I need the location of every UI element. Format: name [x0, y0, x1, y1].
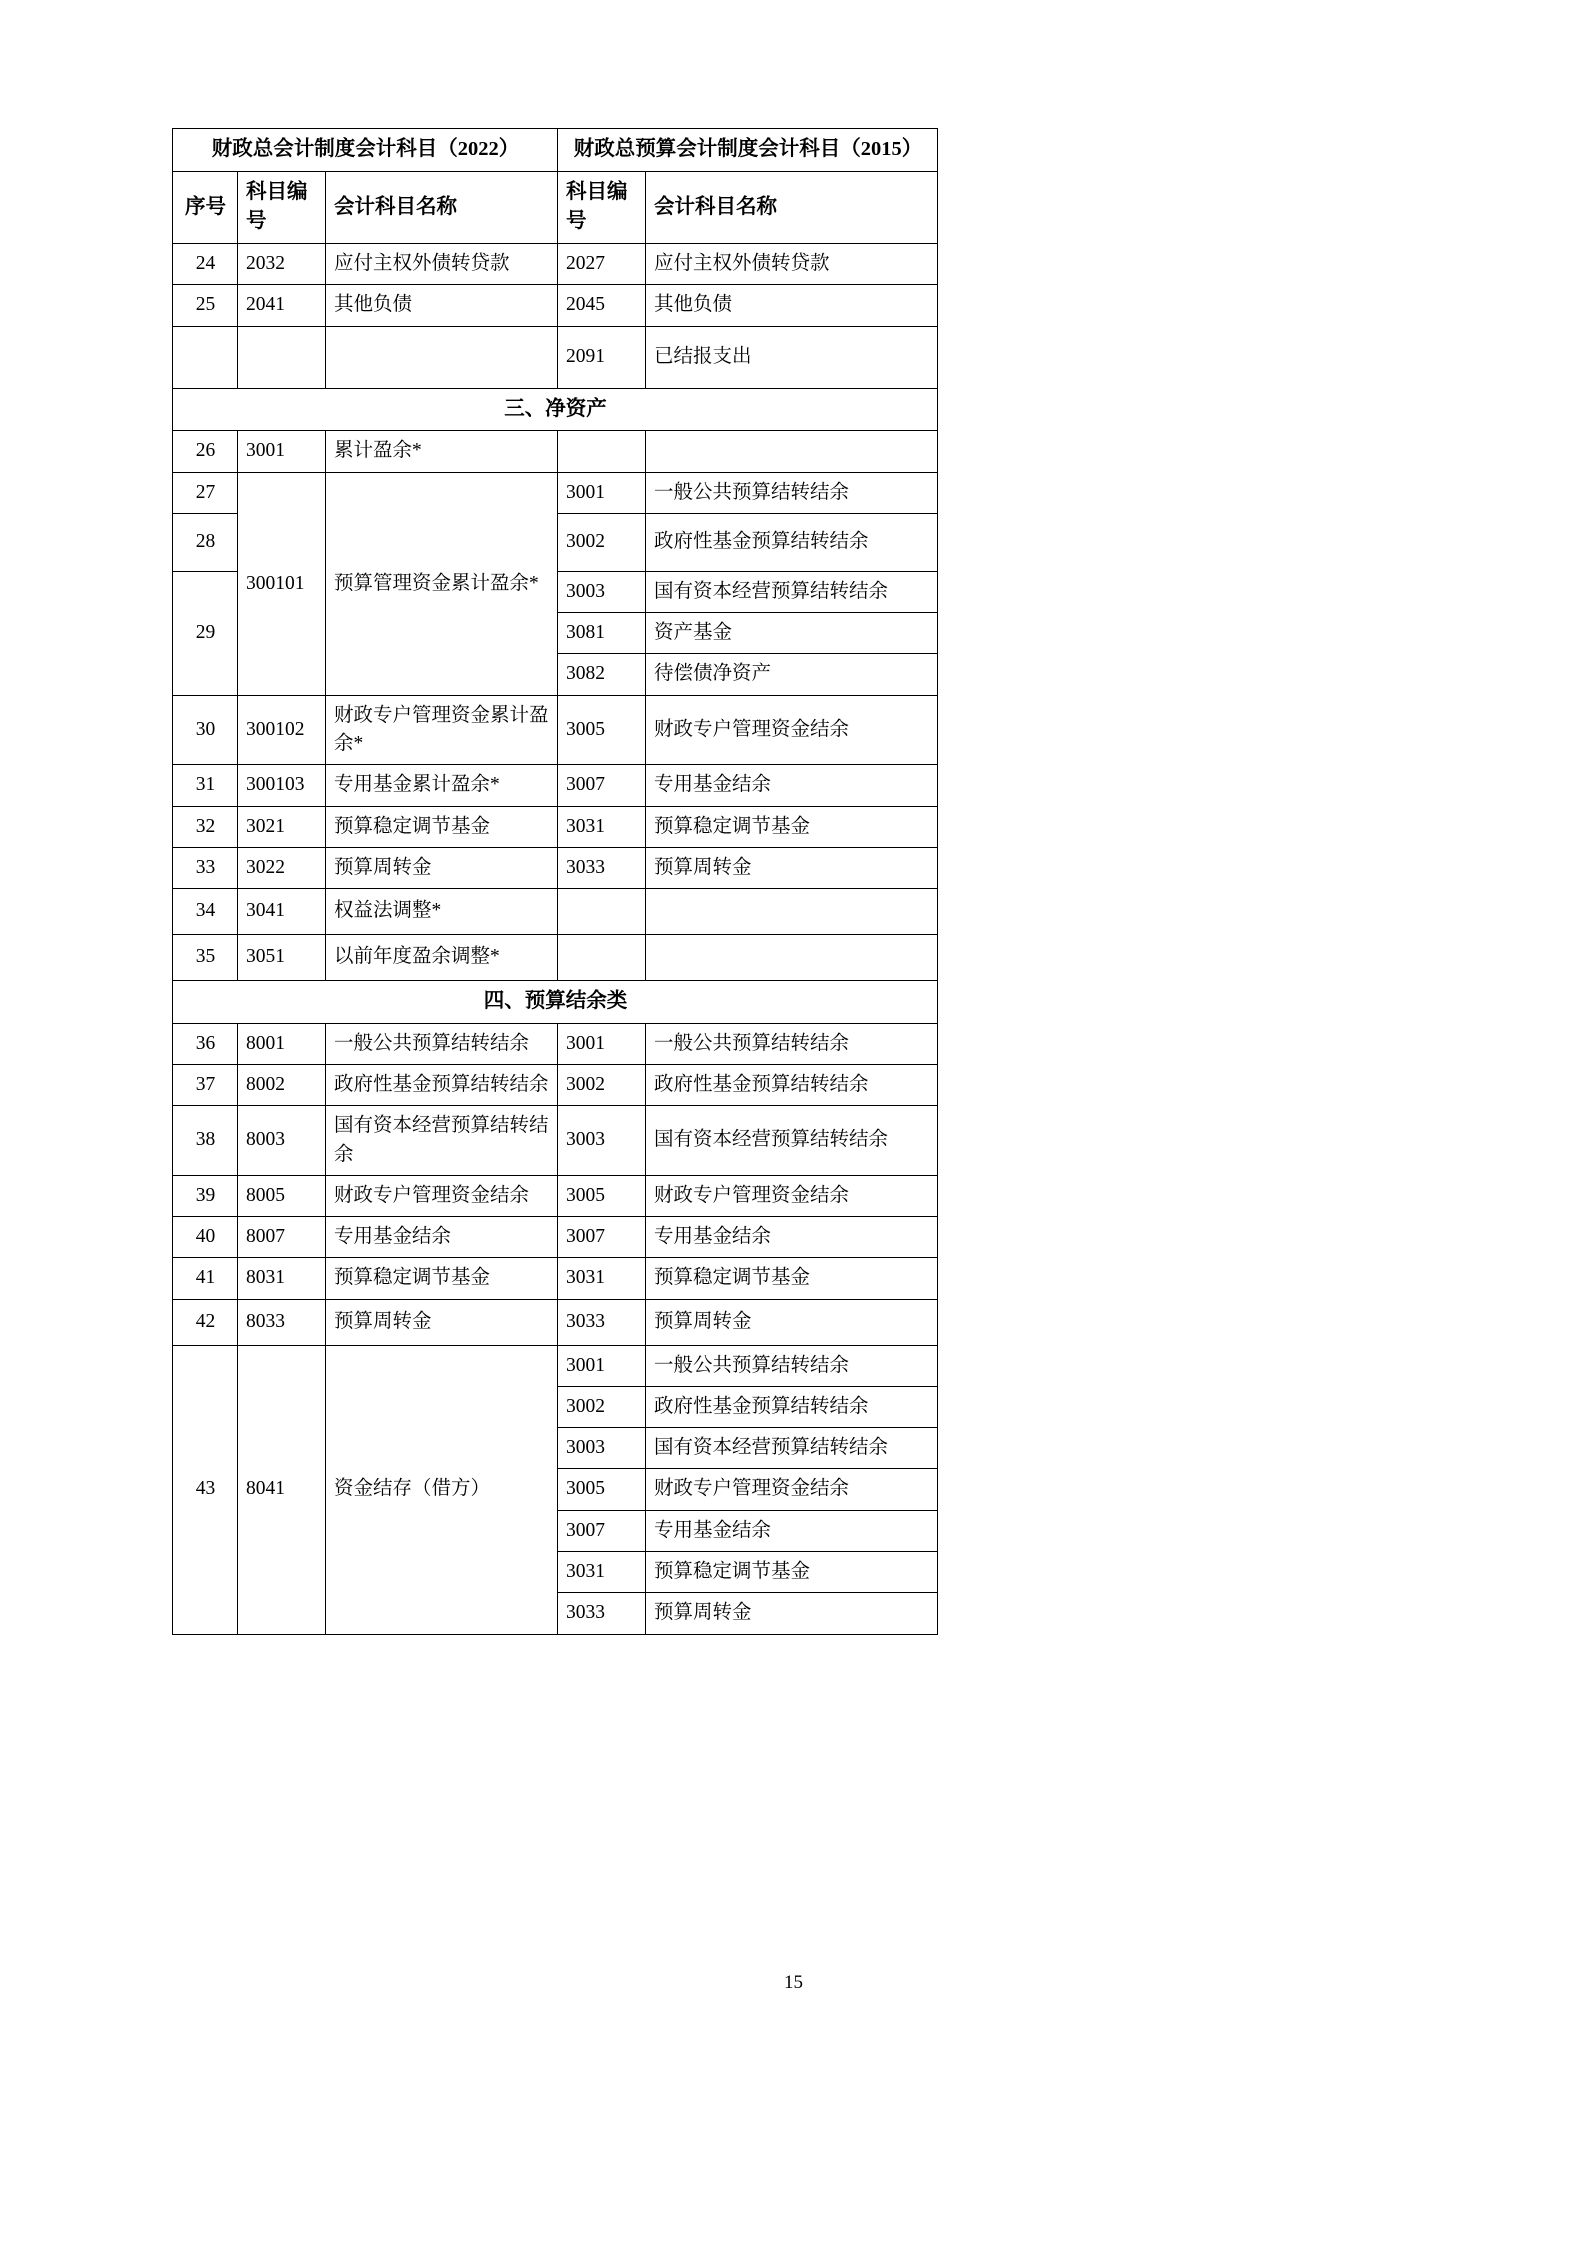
row-name-2022: 以前年度盈余调整*	[326, 935, 558, 981]
row-name-2015: 预算周转金	[646, 847, 938, 888]
row-name-2015: 财政专户管理资金结余	[646, 1175, 938, 1216]
row-seq: 28	[173, 513, 238, 571]
row-code-2015	[558, 889, 646, 935]
table-row	[173, 285, 938, 326]
row-name-2015: 国有资本经营预算结转结余	[646, 1106, 938, 1176]
row-seq: 27	[173, 472, 238, 513]
row-name-2015: 一般公共预算结转结余	[646, 472, 938, 513]
row-seq: 35	[173, 935, 238, 981]
row-name-2022: 财政专户管理资金结余	[326, 1175, 558, 1216]
row-name-2015: 专用基金结余	[646, 765, 938, 806]
row-code-2022: 3041	[238, 889, 326, 935]
table-row	[173, 935, 938, 981]
row-code-2015: 3033	[558, 1593, 646, 1634]
row-code-2015: 3002	[558, 513, 646, 571]
row-code-2015: 3002	[558, 1065, 646, 1106]
row-code-2015: 3033	[558, 847, 646, 888]
row-seq: 38	[173, 1106, 238, 1176]
table-row	[173, 889, 938, 935]
row-code-2015: 3002	[558, 1386, 646, 1427]
comparison-table	[172, 128, 938, 1635]
row-name-2022: 权益法调整*	[326, 889, 558, 935]
row-name-2022-merged: 资金结存（借方）	[326, 1345, 558, 1634]
row-code-2015: 3005	[558, 695, 646, 765]
row-seq: 36	[173, 1023, 238, 1064]
row-code-2015: 3003	[558, 1106, 646, 1176]
row-code-2015: 2045	[558, 285, 646, 326]
row-name-2022	[326, 326, 558, 388]
row-name-2022: 国有资本经营预算结转结余	[326, 1106, 558, 1176]
row-code-2022: 8003	[238, 1106, 326, 1176]
row-code-2015: 3031	[558, 1551, 646, 1592]
row-name-2015: 已结报支出	[646, 326, 938, 388]
row-name-2022: 财政专户管理资金累计盈余*	[326, 695, 558, 765]
row-name-2015: 财政专户管理资金结余	[646, 1469, 938, 1510]
table-column-header-row	[173, 171, 938, 243]
row-code-2015: 2027	[558, 244, 646, 285]
table-row	[173, 695, 938, 765]
row-code-2015	[558, 935, 646, 981]
row-seq: 25	[173, 285, 238, 326]
row-name-2022: 预算周转金	[326, 1299, 558, 1345]
row-code-2015: 3007	[558, 1217, 646, 1258]
row-name-2022: 专用基金累计盈余*	[326, 765, 558, 806]
section-title-budget-balance: 四、预算结余类	[173, 981, 938, 1024]
row-name-2022: 其他负债	[326, 285, 558, 326]
table-row	[173, 1299, 938, 1345]
row-seq	[173, 326, 238, 388]
row-code-2015: 3007	[558, 1510, 646, 1551]
row-code-2022: 8002	[238, 1065, 326, 1106]
row-name-2015: 国有资本经营预算结转结余	[646, 1428, 938, 1469]
row-code-2015: 2091	[558, 326, 646, 388]
table-row	[173, 1217, 938, 1258]
row-code-2022: 8001	[238, 1023, 326, 1064]
row-code-2022: 3001	[238, 431, 326, 472]
row-seq: 31	[173, 765, 238, 806]
row-code-2022: 2032	[238, 244, 326, 285]
table-row	[173, 244, 938, 285]
row-name-2015: 预算稳定调节基金	[646, 1551, 938, 1592]
table-row	[173, 765, 938, 806]
row-seq: 26	[173, 431, 238, 472]
row-name-2015: 预算周转金	[646, 1299, 938, 1345]
row-name-2015: 财政专户管理资金结余	[646, 695, 938, 765]
row-code-2015: 3005	[558, 1175, 646, 1216]
row-seq: 42	[173, 1299, 238, 1345]
row-name-2015: 政府性基金预算结转结余	[646, 1065, 938, 1106]
row-seq: 32	[173, 806, 238, 847]
row-name-2022: 预算周转金	[326, 847, 558, 888]
row-name-2015: 其他负债	[646, 285, 938, 326]
row-name-2015: 预算稳定调节基金	[646, 806, 938, 847]
row-name-2015: 专用基金结余	[646, 1510, 938, 1551]
section-title-net-assets: 三、净资产	[173, 388, 938, 431]
table-section-header-row	[173, 981, 938, 1024]
row-code-2022: 300103	[238, 765, 326, 806]
column-header-seq: 序号	[173, 171, 238, 243]
row-name-2015	[646, 431, 938, 472]
row-name-2015: 政府性基金预算结转结余	[646, 1386, 938, 1427]
table-row	[173, 847, 938, 888]
row-code-2015: 3005	[558, 1469, 646, 1510]
row-name-2015: 预算稳定调节基金	[646, 1258, 938, 1299]
row-code-2022-merged: 300101	[238, 472, 326, 695]
row-code-2015: 3003	[558, 1428, 646, 1469]
group-header-right: 财政总预算会计制度会计科目（2015）	[558, 129, 938, 172]
column-header-code-2022: 科目编号	[238, 171, 326, 243]
row-name-2015: 应付主权外债转贷款	[646, 244, 938, 285]
row-name-2022: 专用基金结余	[326, 1217, 558, 1258]
row-name-2015	[646, 935, 938, 981]
table-row	[173, 326, 938, 388]
row-code-2022: 8005	[238, 1175, 326, 1216]
row-code-2022: 8031	[238, 1258, 326, 1299]
row-code-2015: 3001	[558, 472, 646, 513]
column-header-name-2015: 会计科目名称	[646, 171, 938, 243]
row-code-2022: 8033	[238, 1299, 326, 1345]
row-name-2022: 预算稳定调节基金	[326, 1258, 558, 1299]
row-code-2015: 3003	[558, 571, 646, 612]
table-row	[173, 1258, 938, 1299]
row-code-2022: 3022	[238, 847, 326, 888]
row-name-2022: 一般公共预算结转结余	[326, 1023, 558, 1064]
table-row	[173, 1023, 938, 1064]
row-seq: 40	[173, 1217, 238, 1258]
row-name-2015: 政府性基金预算结转结余	[646, 513, 938, 571]
row-code-2015	[558, 431, 646, 472]
row-name-2015: 一般公共预算结转结余	[646, 1345, 938, 1386]
row-seq: 30	[173, 695, 238, 765]
row-seq: 39	[173, 1175, 238, 1216]
row-code-2015: 3001	[558, 1345, 646, 1386]
column-header-name-2022: 会计科目名称	[326, 171, 558, 243]
row-code-2022-merged: 8041	[238, 1345, 326, 1634]
row-name-2015: 专用基金结余	[646, 1217, 938, 1258]
table-group-header-row	[173, 129, 938, 172]
row-name-2022: 预算稳定调节基金	[326, 806, 558, 847]
row-seq: 24	[173, 244, 238, 285]
row-code-2015: 3082	[558, 654, 646, 695]
table-row	[173, 1345, 938, 1386]
table-row	[173, 472, 938, 513]
row-code-2022: 2041	[238, 285, 326, 326]
row-seq: 33	[173, 847, 238, 888]
row-name-2015: 待偿债净资产	[646, 654, 938, 695]
table-row	[173, 1065, 938, 1106]
row-code-2015: 3031	[558, 1258, 646, 1299]
row-code-2022	[238, 326, 326, 388]
row-code-2015: 3001	[558, 1023, 646, 1064]
row-name-2015: 资产基金	[646, 613, 938, 654]
row-code-2022: 3051	[238, 935, 326, 981]
row-code-2022: 300102	[238, 695, 326, 765]
row-code-2015: 3031	[558, 806, 646, 847]
table-row	[173, 1106, 938, 1176]
row-code-2015: 3081	[558, 613, 646, 654]
row-name-2022: 政府性基金预算结转结余	[326, 1065, 558, 1106]
row-seq: 37	[173, 1065, 238, 1106]
row-code-2022: 3021	[238, 806, 326, 847]
group-header-left: 财政总会计制度会计科目（2022）	[173, 129, 558, 172]
row-name-2015: 预算周转金	[646, 1593, 938, 1634]
table-row	[173, 1175, 938, 1216]
table-row	[173, 806, 938, 847]
row-name-2015	[646, 889, 938, 935]
row-seq: 43	[173, 1345, 238, 1634]
column-header-code-2015: 科目编号	[558, 171, 646, 243]
row-code-2015: 3007	[558, 765, 646, 806]
row-name-2015: 一般公共预算结转结余	[646, 1023, 938, 1064]
table-row	[173, 431, 938, 472]
accounting-subject-comparison-table	[172, 128, 937, 1635]
row-code-2022: 8007	[238, 1217, 326, 1258]
row-name-2022: 累计盈余*	[326, 431, 558, 472]
row-seq: 29	[173, 571, 238, 695]
row-seq: 34	[173, 889, 238, 935]
row-name-2022: 应付主权外债转贷款	[326, 244, 558, 285]
row-name-2015: 国有资本经营预算结转结余	[646, 571, 938, 612]
row-name-2022-merged: 预算管理资金累计盈余*	[326, 472, 558, 695]
table-section-header-row	[173, 388, 938, 431]
page-number: 15	[784, 1972, 803, 1993]
row-code-2015: 3033	[558, 1299, 646, 1345]
row-seq: 41	[173, 1258, 238, 1299]
